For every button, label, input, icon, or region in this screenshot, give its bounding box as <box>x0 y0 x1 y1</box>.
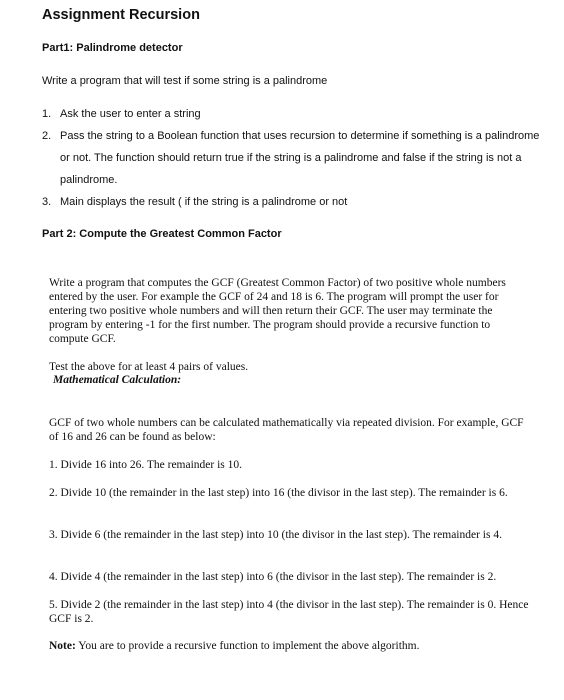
part1-intro: Write a program that will test if some string is a palindrome <box>42 75 328 87</box>
note-paragraph <box>49 639 529 653</box>
calculation-step: 2. Divide 10 (the remainder in the last step) into 16 (the divisor in the last step). The remainder is 6. <box>49 486 508 499</box>
list-item-number: 1. <box>42 108 52 120</box>
test-note: Test the above for at least 4 pairs of values. <box>49 360 249 373</box>
calculation-step: 1. Divide 16 into 26. The remainder is 10. <box>49 458 243 471</box>
calculation-step: 3. Divide 6 (the remainder in the last step) into 10 (the divisor in the last step). The remainder is 4. <box>49 528 502 541</box>
list-item-text: Pass the string to a Boolean function that uses recursion to determine if something is a palindrome or not. The function should return true if the string is a palindrome and false if the string is not a palindrome. <box>60 130 540 186</box>
list-item <box>42 103 542 125</box>
part2-heading: Part 2: Compute the Greatest Common Factor <box>42 228 282 240</box>
document-title: Assignment Recursion <box>42 7 200 23</box>
note-text: You are to provide a recursive function to implement the above algorithm. <box>75 639 420 652</box>
part1-heading: Part1: Palindrome detector <box>42 42 183 54</box>
gcf-description: Write a program that computes the GCF (Greatest Common Factor) of two positive whole numbers entered by the user. For example the GCF of 24 and 18 is 6. The program will prompt the user for entering two positive whole numbers and will then return their GCF. The user may terminate the program by entering -1 for the first number. The program should provide a recursive function to compute GCF. <box>49 276 506 345</box>
list-item-text: Main displays the result ( if the string is a palindrome or not <box>60 196 348 208</box>
calculation-heading: Mathematical Calculation: <box>53 374 182 386</box>
calculation-step: 5. Divide 2 (the remainder in the last step) into 4 (the divisor in the last step). The remainder is 0. Hence GCF is 2. <box>49 598 529 625</box>
list-item <box>42 125 542 191</box>
list-item-number: 3. <box>42 196 52 208</box>
list-item-number: 2. <box>42 130 52 142</box>
calculation-intro: GCF of two whole numbers can be calculated mathematically via repeated division. For example, GCF of 16 and 26 can be found as below: <box>49 416 524 443</box>
list-item-text: Ask the user to enter a string <box>60 108 201 120</box>
calculation-step: 4. Divide 4 (the remainder in the last step) into 6 (the divisor in the last step). The remainder is 2. <box>49 570 497 583</box>
list-item <box>42 191 542 213</box>
note-label: Note: <box>49 639 76 652</box>
